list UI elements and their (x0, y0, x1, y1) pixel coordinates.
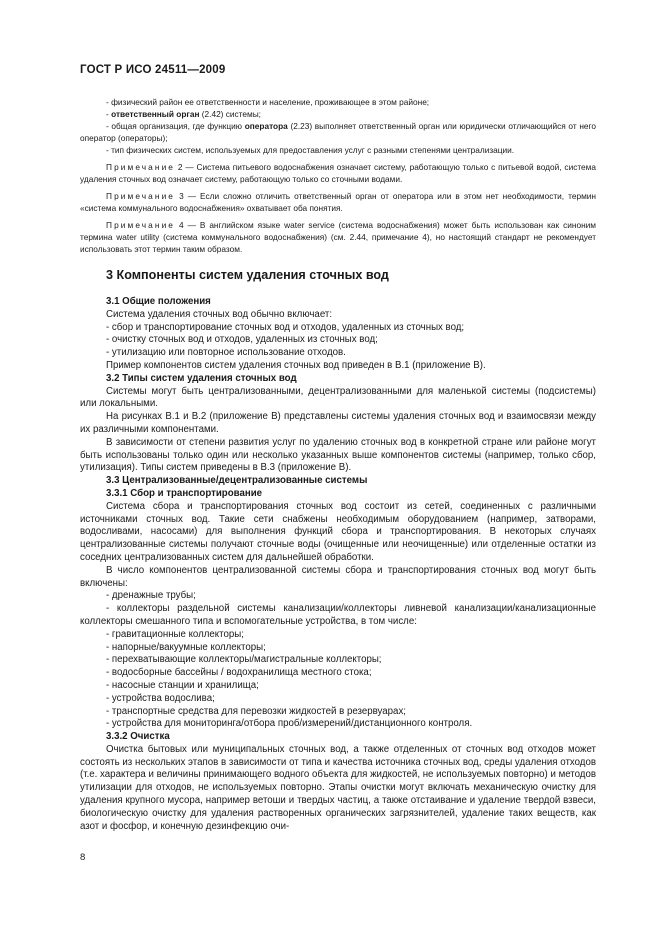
list-item: - дренажные трубы; (106, 590, 196, 602)
list-item: - гравитационные коллекторы; (106, 628, 244, 640)
paragraph: Системы могут быть централизованными, децентрализованными для маленькой системы (подсистемы) или локальными. (80, 385, 596, 410)
paragraph: Очистка бытовых или муниципальных сточных вод, а также отделенных от сточных вод отходов может состоять из нескольких этапов в зависимости от типа и качества источника сточных вод, среды удаления отходов (т.е. характера и величины принимающего водного объекта для жидкостей, не используемых повторно) и методов утилизации для отходов, не используемых повторно. Этапы очистки могут включать механическую очистку для удаления крупного мусора, например ветоши и твердых частиц, а также отстаивание и удаление твердой взвеси, биологическую очистку для удаления растворенных органических загрязнителей, удаление таких веществ, как азот и фосфор, и конечную дезинфекцию очи- (80, 743, 596, 832)
list-item: - коллекторы раздельной системы канализации/коллекторы ливневой канализации/канализационные коллекторы смешанного типа и вспомогательные устройства, в том числе: (80, 603, 596, 627)
subsection-title-3-2: 3.2 Типы систем удаления сточных вод (106, 372, 297, 384)
note-2: Примечание 2 — Система питьевого водоснабжения означает систему, работающую только с питьевой водой, система удаления сточных вод означает систему, работающую только со сточными водами. (80, 162, 596, 184)
list-item: - устройства для мониторинга/отбора проб/измерений/дистанционного контроля. (106, 718, 473, 730)
list-item: - напорные/вакуумные коллекторы; (106, 641, 266, 653)
list-item: - ответственный орган (2.42) системы; (106, 109, 261, 119)
list-item: - общая организация, где функцию оператора (2.23) выполняет ответственный орган или юридически отличающийся от него оператор (операторы); (80, 121, 596, 143)
note-4: Примечание 4 — В английском языке water service (система водоснабжения) может быть использован как синоним термина water utility (система коммунального водоснабжения) (см. 2.44, примечание 4), но настоящий стандарт не рекомендует использовать этот термин таким образом. (80, 220, 596, 254)
subsection-title-3-3-2: 3.3.2 Очистка (106, 731, 170, 743)
page-number: 8 (80, 852, 86, 863)
note-label: Примечание (106, 162, 176, 172)
note-label: Примечание (106, 220, 176, 230)
list-item: - перехватывающие коллекторы/магистральные коллекторы; (106, 654, 382, 666)
paragraph: В число компонентов централизованной системы сбора и транспортирования сточных вод могут быть включены: (80, 564, 596, 589)
list-item: - физический район ее ответственности и население, проживающее в этом районе; (106, 97, 430, 107)
note-label: Примечание (106, 191, 176, 201)
paragraph: Система удаления сточных вод обычно включает: (106, 308, 333, 320)
list-item: - сбор и транспортирование сточных вод и отходов, удаленных из сточных вод; (106, 321, 465, 333)
note-3: Примечание 3 — Если сложно отличить ответственный орган от оператора или в этом нет необходимости, термин «система коммунального водоснабжения» охватывает оба понятия. (80, 191, 596, 213)
document-header: ГОСТ Р ИСО 24511—2009 (80, 64, 226, 76)
list-item: - утилизацию или повторное использование отходов. (106, 347, 346, 359)
section-body (80, 296, 596, 833)
section-title: 3 Компоненты систем удаления сточных вод (106, 268, 389, 282)
paragraph: На рисунках В.1 и В.2 (приложение В) представлены системы удаления сточных вод и взаимосвязи между их различными компонентами. (80, 411, 596, 435)
subsection-title-3-3-1: 3.3.1 Сбор и транспортирование (106, 487, 263, 499)
list-item: - тип физических систем, используемых для предоставления услуг с разными степенями централизации. (106, 145, 515, 155)
top-list (80, 96, 596, 255)
list-item: - очистку сточных вод и отходов, удаленных из сточных вод; (106, 334, 378, 346)
list-item: - транспортные средства для перевозки жидкостей в резервуарах; (106, 705, 406, 717)
list-item: - устройства водослива; (106, 692, 215, 704)
paragraph: Система сбора и транспортирования сточных вод состоит из сетей, соединенных с различными источниками сточных вод. Такие сети снабжены необходимым оборудованием (например, затворами, водосливами, насосами) для выполнения функций сбора и транспортирования. В некоторых случаях централизованные системы получают сточные воды (очищенные или неочищенные) или отделенные остатки из соседних централизованных систем для дальнейшей обработки. (80, 500, 596, 563)
paragraph: Пример компонентов систем удаления сточных вод приведен в В.1 (приложение В). (106, 359, 486, 371)
paragraph: В зависимости от степени развития услуг по удалению сточных вод в конкретной стране или районе могут быть использованы только один или несколько указанных выше компонентов системы (например, только сбор, утилизация). Типы систем приведены в В.3 (приложение В). (80, 436, 596, 474)
list-item: - насосные станции и хранилища; (106, 679, 259, 691)
list-item: - водосборные бассейны / водохранилища местного стока; (106, 667, 372, 679)
subsection-title-3-3: 3.3 Централизованные/децентрализованные системы (106, 475, 368, 487)
subsection-title-3-1: 3.1 Общие положения (106, 296, 211, 307)
